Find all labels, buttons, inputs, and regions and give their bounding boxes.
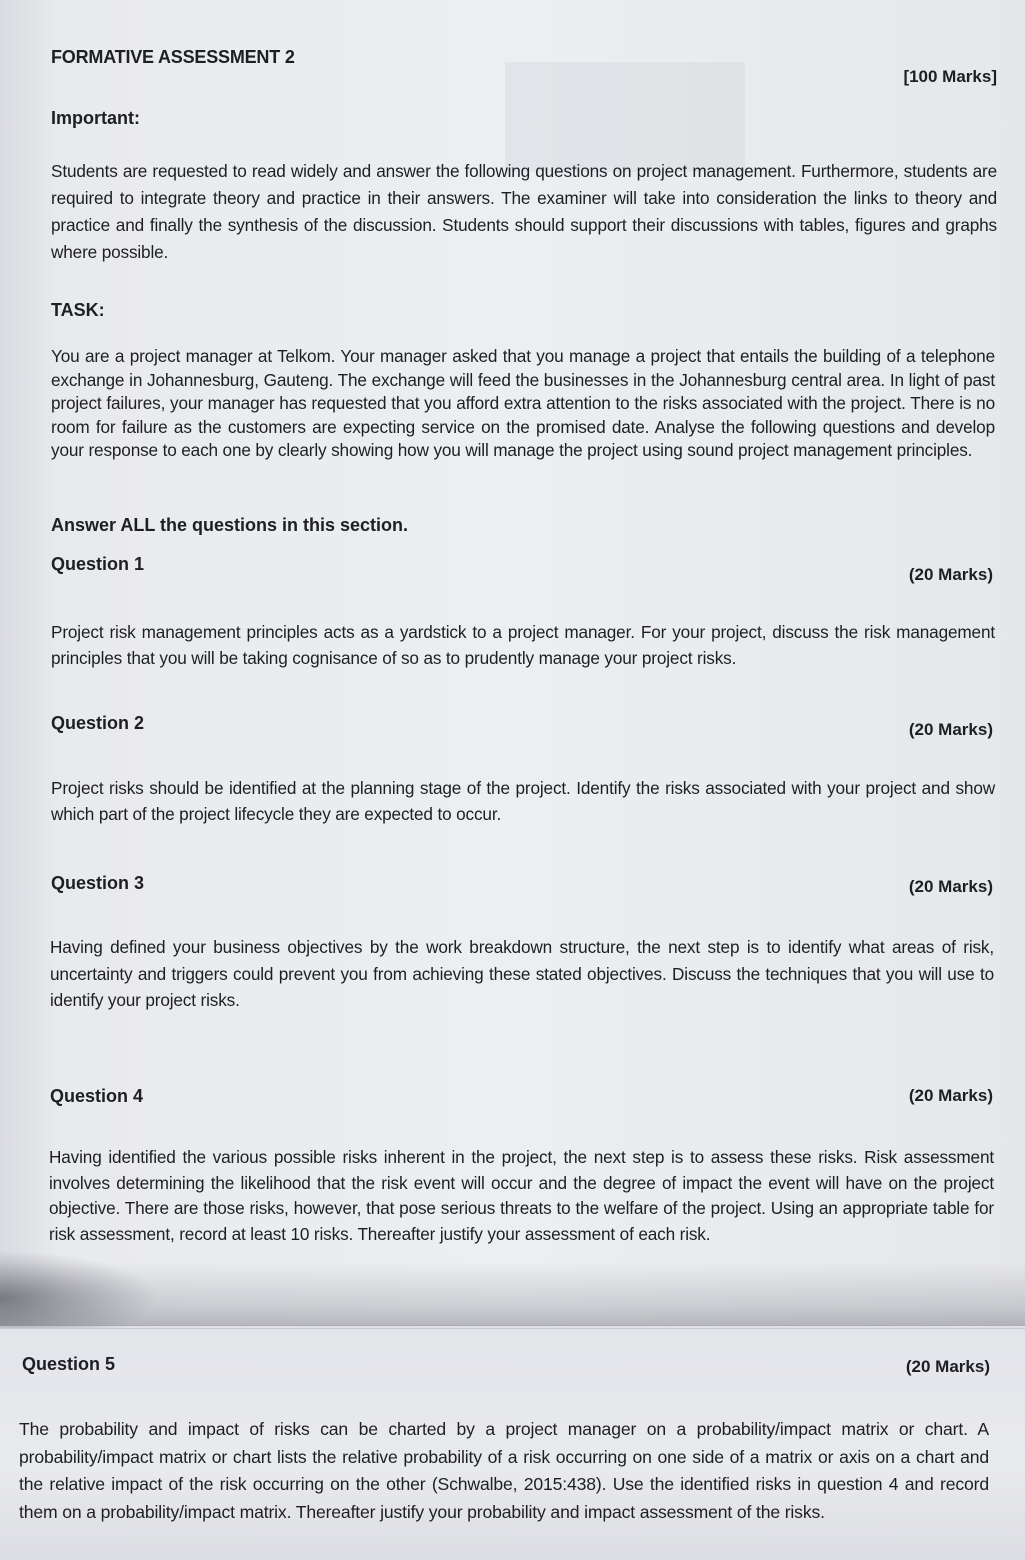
question-1-marks: (20 Marks) bbox=[908, 565, 993, 584]
task-label: TASK: bbox=[51, 300, 105, 320]
instruction-text: Answer ALL the questions in this section. bbox=[51, 515, 409, 535]
question-4-marks: (20 Marks) bbox=[908, 1086, 993, 1105]
important-label: Important: bbox=[51, 108, 140, 128]
question-1-label: Question 1 bbox=[51, 554, 145, 574]
paper-shadow-corner bbox=[0, 1250, 160, 1330]
assessment-title: FORMATIVE ASSESSMENT 2 bbox=[51, 47, 295, 67]
task-text: You are a project manager at Telkom. Your manager asked that you manage a project that entails the building of a telephone exchange in Johannesburg, Gauteng. The exchange will feed the businesses in the Johannesburg central area. In light of past project failures, your manager has requested that you afford extra attention to the risks associated with the project. There is no room for failure as the customers are expecting service on the promised date. Analyse the following questions and develop your response to each one by clearly showing how you will manage the project using sound project management principles. bbox=[51, 346, 995, 460]
question-3-marks: (20 Marks) bbox=[908, 877, 993, 896]
important-text: Students are requested to read widely and answer the following questions on project management. Furthermore, students are required to integrate theory and practice in their answers. The examiner will take into consideration the links to theory and practice and finally the synthesis of the discussion. Students should support their discussions with tables, figures and graphs where possible. bbox=[51, 161, 997, 262]
paper-bleed-through bbox=[505, 62, 745, 172]
question-2-text: Project risks should be identified at the planning stage of the project. Identify the risks associated with your project and show which part of the project lifecycle they are expected to occur. bbox=[51, 778, 995, 824]
question-5-label: Question 5 bbox=[22, 1354, 116, 1374]
question-3-label: Question 3 bbox=[51, 873, 145, 893]
question-5-marks: (20 Marks) bbox=[905, 1357, 990, 1376]
question-4-label: Question 4 bbox=[50, 1086, 144, 1106]
question-1-text: Project risk management principles acts as a yardstick to a project manager. For your project, discuss the risk management principles that you will be taking cognisance of so as to prudently manage your project risks. bbox=[51, 622, 995, 668]
question-5-text: The probability and impact of risks can be charted by a project manager on a probability/impact matrix or chart. A probability/impact matrix or chart lists the relative probability of a risk occurring on one side of a matrix or axis on a chart and the relative impact of the risk occurring on the other (Schwalbe, 2015:438). Use the identified risks in question 4 and record them on a probability/impact matrix. Thereafter justify your probability and impact assessment of the risks. bbox=[19, 1419, 989, 1522]
question-2-label: Question 2 bbox=[51, 713, 145, 733]
question-2-marks: (20 Marks) bbox=[908, 720, 993, 739]
question-3-text: Having defined your business objectives by the work breakdown structure, the next step is to identify what areas of risk, uncertainty and triggers could prevent you from achieving these stated objectives. Discuss the techniques that you will use to identify your project risks. bbox=[50, 937, 994, 1010]
total-marks: [100 Marks] bbox=[903, 67, 997, 86]
question-4-text: Having identified the various possible risks inherent in the project, the next step is to assess these risks. Risk assessment involves determining the likelihood that the risk event will occur and the degree of impact the event will have on the project objective. There are those risks, however, that pose serious threats to the welfare of the project. Using an appropriate table for risk assessment, record at least 10 risks. Thereafter justify your assessment of each risk. bbox=[49, 1147, 994, 1244]
